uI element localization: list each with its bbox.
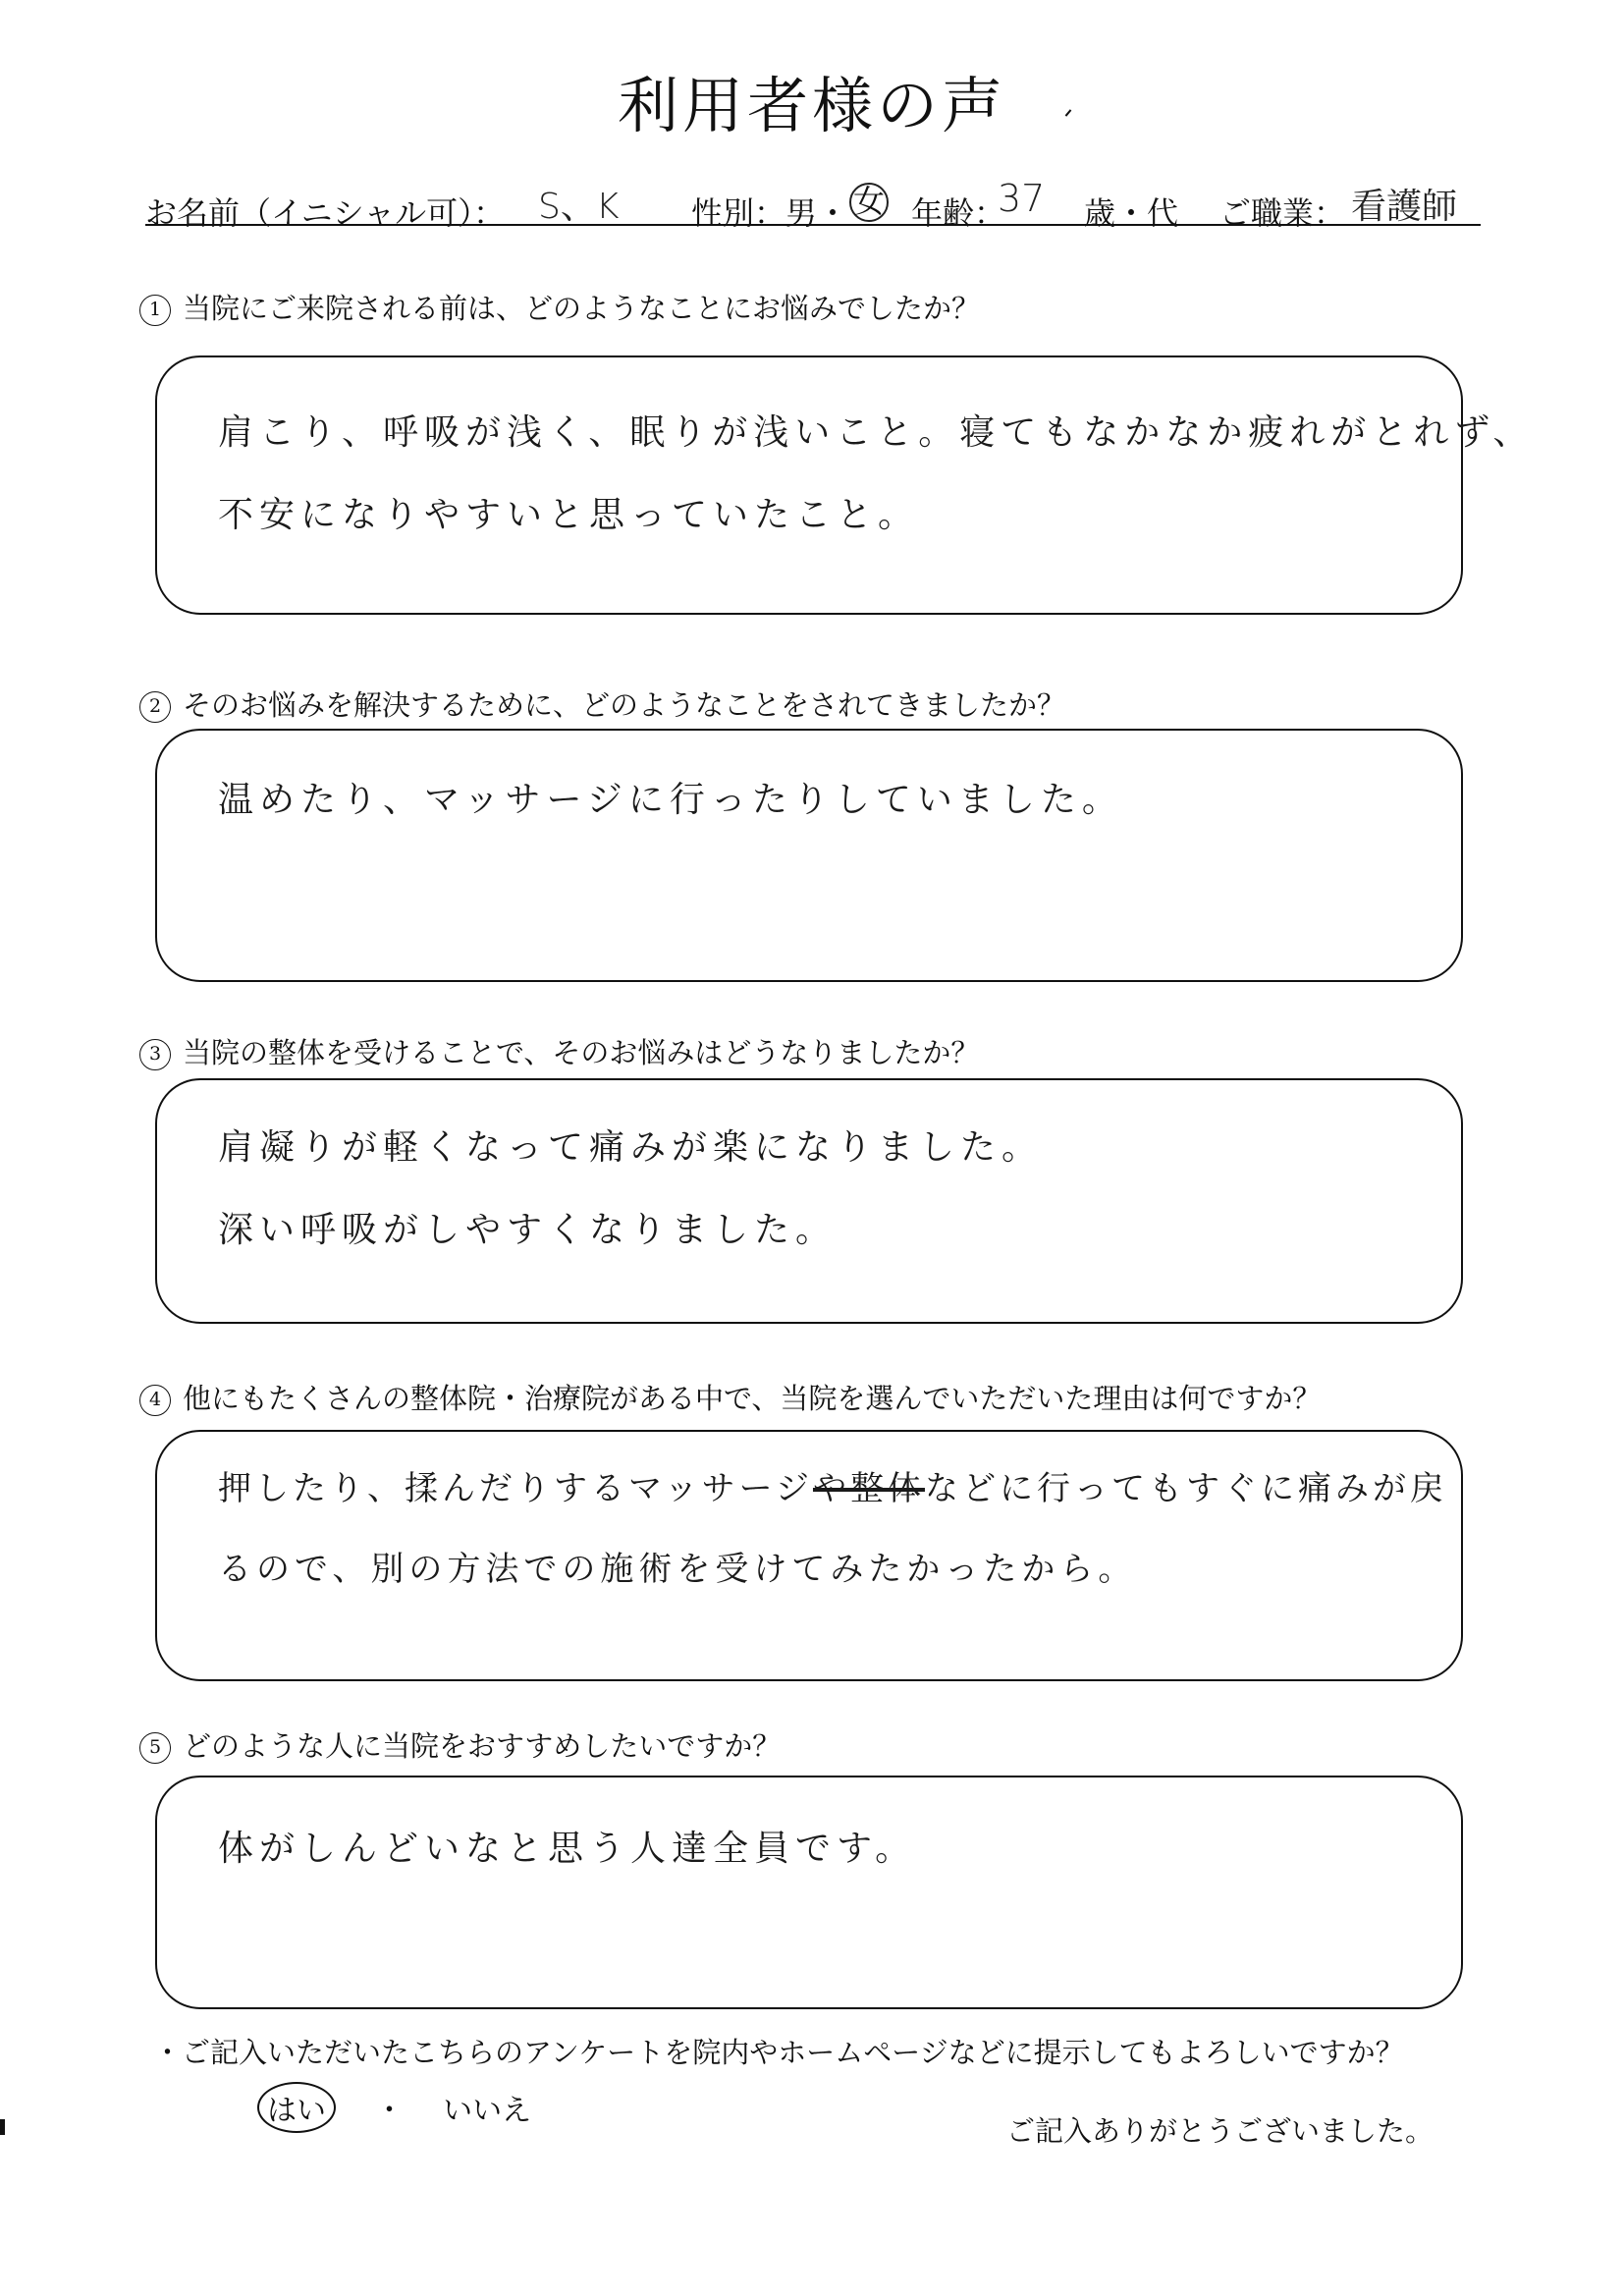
answer-line: 温めたり、マッサージに行ったりしていました。: [218, 780, 1123, 820]
gender-value: [849, 183, 889, 222]
answer-line: 肩こり、呼吸が浅く、眠りが浅いこと。寝てもなかなか疲れがとれず、: [218, 412, 1535, 453]
struck-out-text: や整体: [812, 1469, 925, 1508]
question-text: どのような人に当院をおすすめしたいですか？: [183, 1729, 782, 1763]
answer-text: などに行ってもすぐに痛みが戻: [924, 1469, 1447, 1508]
answer-box-2: [155, 729, 1463, 982]
answer-text: 押したり、揉んだりするマッサージ: [218, 1469, 813, 1508]
closing-message: ご記入ありがとうございました。: [1005, 2114, 1434, 2148]
answer-box-3: [155, 1078, 1463, 1324]
respondent-info-row: [145, 175, 1481, 230]
name-label: お名前（イニシャル可）：: [145, 194, 506, 232]
question-number: 1: [139, 295, 171, 326]
answer-line: 不安になりやすいと思っていたこと。: [218, 495, 920, 535]
info-underline: [145, 224, 1481, 226]
answer-box-5: [155, 1776, 1463, 2009]
question-text: 当院にご来院される前は、どのようなことにお悩みでしたか？: [183, 292, 981, 325]
consent-options: [257, 2082, 531, 2133]
consent-question: ・ご記入いただいたこちらのアンケートを院内やホームページなどに提示してもよろしいですか？: [153, 2036, 1404, 2069]
question-2: [139, 683, 1065, 724]
question-text: そのお悩みを解決するために、どのようなことをされてきましたか？: [183, 688, 1066, 722]
gender-label: 性別：男・: [691, 194, 849, 232]
question-5: [139, 1724, 781, 1765]
answer-box-4: [155, 1430, 1463, 1681]
answer-line: るので、別の方法での施術を受けてみたかったから。: [218, 1550, 1137, 1589]
question-number: 5: [139, 1732, 171, 1764]
question-number: 4: [139, 1385, 171, 1416]
age-suffix: 歳・代: [1084, 194, 1179, 232]
job-label: ご職業：: [1219, 194, 1346, 232]
question-4: [139, 1377, 1321, 1417]
answer-line: 体がしんどいなと思う人達全員です。: [218, 1829, 917, 1869]
job-value: 看護師: [1351, 187, 1458, 227]
age-value: 37: [998, 177, 1046, 220]
question-1: [139, 287, 980, 327]
answer-line: [218, 1461, 1447, 1509]
question-number: 3: [139, 1039, 171, 1070]
question-text: 他にもたくさんの整体院・治療院がある中で、当院を選んでいただいた理由は何ですか？: [183, 1382, 1322, 1415]
page-title: 利用者様の声: [617, 70, 1006, 141]
name-value: S、K: [538, 187, 620, 227]
question-text: 当院の整体を受けることで、そのお悩みはどうなりましたか？: [183, 1036, 980, 1069]
question-number: 2: [139, 691, 171, 723]
consent-yes-circled: はい: [257, 2082, 336, 2133]
gender-selected-circle: 女: [849, 183, 889, 222]
consent-no: いいえ: [443, 2094, 532, 2128]
answer-box-1: [155, 355, 1535, 615]
answer-line: 深い呼吸がしやすくなりました。: [218, 1210, 838, 1250]
answer-line: 肩凝りが軽くなって痛みが楽になりました。: [218, 1127, 1044, 1168]
age-label: 年齢：: [911, 194, 1006, 232]
question-3: [139, 1031, 979, 1071]
consent-separator: ・: [374, 2094, 405, 2128]
scan-mark: [0, 2119, 5, 2135]
